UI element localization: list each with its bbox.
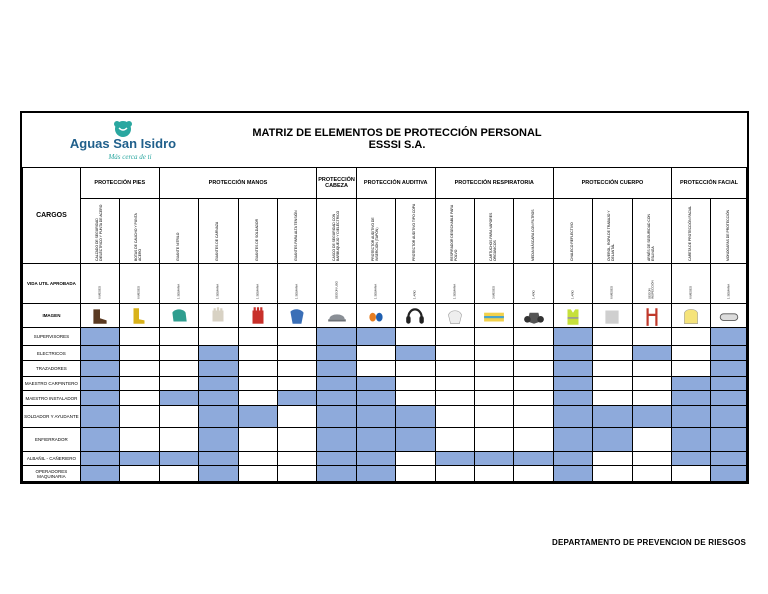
requirement-cell [553,452,592,466]
item-name: CHALECO REFLECTIVO [570,222,575,261]
requirement-cell [593,377,632,391]
item-image-cell [475,304,514,328]
requirement-cell [317,346,356,361]
requirement-cell [317,466,356,482]
requirement-cell [435,406,474,428]
requirement-cell [159,391,198,406]
requirement-cell [396,406,435,428]
item-name-cell [356,199,395,264]
requirement-cell [514,361,553,377]
item-image-cell [317,304,356,328]
vida-util-cell [593,264,632,304]
title-line-2: ESSSI S.A. [368,139,426,151]
imagen-label: IMAGEN [23,304,81,328]
item-name: MEDIA MÁSCARA CON FILTROS [530,209,535,261]
role-label: SUPERVISORES [23,328,81,346]
boot-icon [81,306,119,326]
vida-util-value: 6 MESES [688,285,693,299]
requirement-cell [199,377,238,391]
requirement-cell [632,466,671,482]
requirement-cell [514,346,553,361]
vida-util-value: 1 SEMANA [726,283,731,299]
item-name-cell [159,199,198,264]
requirement-cell [120,328,159,346]
vida-util-cell [711,264,747,304]
requirement-cell [199,466,238,482]
requirement-cell [711,428,747,452]
requirement-cell [632,346,671,361]
requirement-cell [593,466,632,482]
requirement-cell [672,406,711,428]
requirement-cell [317,361,356,377]
requirement-cell [632,361,671,377]
requirement-cell [317,377,356,391]
requirement-cell [632,391,671,406]
requirement-cell [159,377,198,391]
vida-util-value: 1 SEMANA [215,283,220,299]
requirement-cell [475,428,514,452]
requirement-cell [80,361,119,377]
item-name-cell [475,199,514,264]
item-image-cell [435,304,474,328]
requirement-cell [238,452,277,466]
requirement-cell [80,391,119,406]
group-header: PROTECCIÓN MANOS [159,168,317,199]
requirement-cell [396,391,435,406]
requirement-cell [514,328,553,346]
requirement-cell [120,428,159,452]
vida-util-cell [435,264,474,304]
dielectric-glove-icon [278,306,316,326]
vida-util-value: 1 AÑO [570,289,575,299]
requirement-cell [475,328,514,346]
requirement-cell [553,466,592,482]
requirement-cell [277,361,316,377]
requirement-cell [238,377,277,391]
department-footer: DEPARTAMENTO DE PREVENCION DE RIESGOS [552,538,747,547]
requirement-cell [80,466,119,482]
requirement-cell [475,391,514,406]
vida-util-cell [672,264,711,304]
requirement-cell [120,466,159,482]
half-mask-icon [514,306,552,326]
item-name: CALZADO DE SEGURIDAD DIELÉCTRICO Y PUNTA DE ACERO [95,204,104,261]
item-name: GUANTES PARA ALTA TENSIÓN [294,210,299,261]
requirement-cell [317,328,356,346]
item-name-cell [80,199,119,264]
requirement-cell [553,406,592,428]
role-row [23,328,747,346]
requirement-cell [356,406,395,428]
vida-util-cell [553,264,592,304]
requirement-cell [80,428,119,452]
welder-glove-icon [239,306,277,326]
requirement-cell [475,452,514,466]
rubber-boot-icon [120,306,158,326]
requirement-cell [356,391,395,406]
group-row [23,168,747,199]
item-name: CARETA DE PROTECCIÓN FACIAL [688,205,693,261]
requirement-cell [277,406,316,428]
requirement-cell [711,466,747,482]
vida-util-value: 1 AÑO [412,289,417,299]
requirement-cell [672,466,711,482]
requirement-cell [199,452,238,466]
requirement-cell [356,361,395,377]
vida-util-value: 1 SEMANA [255,283,259,299]
requirement-cell [80,328,119,346]
requirement-cell [277,377,316,391]
item-name: OVEROL, ROPA DE TRABAJO Y DELANTAL [607,210,616,261]
requirement-cell [672,428,711,452]
role-label: ENFIERRADOR [23,428,81,452]
item-name: BOTAS DE CAUCHO Y PUNTA ACERO [134,213,143,261]
requirement-cell [80,452,119,466]
goggles-icon [711,306,746,326]
requirement-cell [356,377,395,391]
vida-util-cell [238,264,277,304]
role-label: OPERADORES MAQUINARIA [23,466,81,482]
requirement-cell [80,346,119,361]
role-row [23,361,747,377]
vida-util-label: VIDA UTIL APROBADA [23,264,81,304]
item-name: PROTECTOR AUDITIVO TIPO COPA [412,203,417,261]
requirement-cell [711,406,747,428]
requirement-cell [553,346,592,361]
item-name-cell [514,199,553,264]
vida-util-value: SEGÚN USO [333,280,338,299]
vida-util-value: 6 MESES [609,285,614,299]
requirement-cell [672,377,711,391]
vida-util-value: 6 MESES [136,285,141,299]
item-name-cell [317,199,356,264]
requirement-cell [120,361,159,377]
requirement-cell [593,361,632,377]
requirement-cell [632,328,671,346]
earplug-icon [357,306,395,326]
item-image-cell [238,304,277,328]
requirement-cell [396,361,435,377]
role-label: SOLDADOR Y AYUDANTE [23,406,81,428]
requirement-cell [199,346,238,361]
harness-icon [633,306,671,326]
item-name-cell [120,199,159,264]
requirement-cell [593,328,632,346]
requirement-cell [159,452,198,466]
vida-util-value: 1 AÑO [530,289,535,299]
requirement-cell [159,406,198,428]
item-image-cell [120,304,159,328]
item-name-cell [632,199,671,264]
requirement-cell [514,406,553,428]
vida-util-cell [317,264,356,304]
requirement-cell [435,361,474,377]
requirement-cell [435,377,474,391]
requirement-cell [356,452,395,466]
requirement-cell [711,328,747,346]
requirement-cell [672,346,711,361]
requirement-cell [120,406,159,428]
requirement-cell [317,391,356,406]
item-image-cell [593,304,632,328]
vida-util-cell [475,264,514,304]
item-image-cell [356,304,395,328]
item-name-cell [435,199,474,264]
requirement-cell [435,391,474,406]
group-header: PROTECCIÓN PIES [80,168,159,199]
requirement-cell [159,466,198,482]
requirement-cell [514,466,553,482]
requirement-cell [711,391,747,406]
title-line-1: MATRIZ DE ELEMENTOS DE PROTECCIÓN PERSONAL [252,127,542,139]
requirement-cell [593,452,632,466]
requirement-cell [277,452,316,466]
requirement-cell [475,346,514,361]
requirement-cell [80,406,119,428]
item-name: RESPIRADOR DESECHABLE PARA POLVO [450,205,458,261]
requirement-cell [199,391,238,406]
vida-util-value: 3 MESES [491,285,496,299]
nitrile-glove-icon [160,306,198,326]
ppe-grid [22,167,747,482]
requirement-cell [711,377,747,391]
requirement-cell [553,377,592,391]
ppe-table [22,167,747,482]
item-image-cell [277,304,316,328]
cartridge-icon [475,306,513,326]
requirement-cell [672,328,711,346]
requirement-cell [277,346,316,361]
item-name: ARNÉS DE SEGURIDAD CON ESLINGA [647,214,655,261]
requirement-cell [120,346,159,361]
vida-util-value: 1 SEMANA [452,283,457,299]
vida-util-cell [356,264,395,304]
requirement-cell [396,452,435,466]
requirement-cell [120,452,159,466]
role-label: ELECTRICOS [23,346,81,361]
requirement-cell [356,328,395,346]
item-name: GUANTES DE SOLDADOR [254,218,259,261]
requirement-cell [159,361,198,377]
group-header: PROTECCIÓN RESPIRATORIA [435,168,553,199]
requirement-cell [199,406,238,428]
requirement-cell [238,391,277,406]
group-header: PROTECCIÓN CABEZA [317,168,356,199]
group-header: PROTECCIÓN CUERPO [553,168,671,199]
item-image-cell [396,304,435,328]
requirement-cell [159,346,198,361]
requirement-cell [632,406,671,428]
requirement-cell [593,406,632,428]
requirement-cell [514,428,553,452]
vida-util-value: 6 MESES [97,285,102,299]
requirement-cell [199,328,238,346]
item-image-cell [80,304,119,328]
company-logo [58,119,188,163]
requirement-cell [396,428,435,452]
cargos-header: CARGOS [23,168,81,264]
requirement-cell [593,391,632,406]
requirement-cell [238,406,277,428]
item-name-row [23,199,747,264]
requirement-cell [238,428,277,452]
group-header: PROTECCIÓN FACIAL [672,168,747,199]
item-image-cell [553,304,592,328]
requirement-cell [514,391,553,406]
requirement-cell [672,452,711,466]
requirement-cell [475,466,514,482]
requirement-cell [159,428,198,452]
item-name-cell [593,199,632,264]
item-name-cell [396,199,435,264]
requirement-cell [199,361,238,377]
vida-util-value: 1 SEMANA [373,283,378,299]
svg-text:Aguas San Isidro: Aguas San Isidro [69,136,177,151]
requirement-cell [435,452,474,466]
item-name: GUANTES DE CARNAZA [215,221,220,261]
item-name: MONOGAFAS DE PROTECCIÓN [725,209,730,261]
vida-util-value: 1 SEMANA [294,283,299,299]
vest-icon [554,306,592,326]
role-label: MAESTRO CARPINTERO [23,377,81,391]
requirement-cell [593,428,632,452]
role-row [23,452,747,466]
requirement-cell [317,452,356,466]
item-name-cell [199,199,238,264]
requirement-cell [120,391,159,406]
requirement-cell [396,328,435,346]
requirement-cell [238,361,277,377]
svg-text:Más cerca de ti: Más cerca de ti [108,153,152,161]
vida-util-cell [277,264,316,304]
requirement-cell [159,328,198,346]
requirement-cell [711,452,747,466]
requirement-cell [435,466,474,482]
requirement-cell [435,428,474,452]
role-label: ALBAÑIL - CAÑERIERO [23,452,81,466]
requirement-cell [475,361,514,377]
requirement-cell [435,328,474,346]
item-name: CARTUCHOS PARA VAPORES ORGÁNICOS [489,212,498,261]
requirement-cell [553,328,592,346]
dust-mask-icon [436,306,474,326]
helmet-icon [317,306,355,326]
item-name-cell [553,199,592,264]
document-title [252,127,542,151]
role-label: TRAZADORES [23,361,81,377]
sheet-header [22,113,747,168]
role-row [23,428,747,452]
item-name: PROTECTOR AUDITIVO DE INSERCIÓN (TAPÓN) [371,217,379,261]
role-row [23,406,747,428]
face-shield-icon [672,306,710,326]
requirement-cell [711,346,747,361]
role-row [23,391,747,406]
item-image-cell [632,304,671,328]
image-row [23,304,747,328]
requirement-cell [396,346,435,361]
requirement-cell [514,377,553,391]
requirement-cell [317,406,356,428]
requirement-cell [80,377,119,391]
vida-util-value: 1 SEMANA [176,283,181,299]
requirement-cell [593,346,632,361]
vida-util-cell [120,264,159,304]
vida-util-cell [514,264,553,304]
item-name-cell [277,199,316,264]
requirement-cell [396,466,435,482]
requirement-cell [711,361,747,377]
requirement-cell [356,346,395,361]
item-image-cell [711,304,747,328]
item-name-cell [238,199,277,264]
requirement-cell [356,428,395,452]
vida-util-cell [396,264,435,304]
requirement-cell [317,428,356,452]
role-row [23,346,747,361]
requirement-cell [553,361,592,377]
requirement-cell [238,328,277,346]
item-name-cell [672,199,711,264]
vida-util-row [23,264,747,304]
item-image-cell [514,304,553,328]
requirement-cell [277,428,316,452]
requirement-cell [277,391,316,406]
requirement-cell [632,428,671,452]
requirement-cell [356,466,395,482]
vida-util-cell [80,264,119,304]
requirement-cell [553,391,592,406]
item-name-cell [711,199,747,264]
vida-util-value: SEGÚN INSPECCIÓN [647,279,655,299]
requirement-cell [238,466,277,482]
vida-util-cell [632,264,671,304]
item-image-cell [672,304,711,328]
requirement-cell [672,391,711,406]
requirement-cell [475,406,514,428]
vida-util-cell [159,264,198,304]
role-label: MAESTRO INSTALADOR [23,391,81,406]
workwear-icon [593,306,631,326]
group-header: PROTECCIÓN AUDITIVA [356,168,435,199]
role-row [23,377,747,391]
requirement-cell [475,377,514,391]
ppe-matrix-sheet [20,111,749,484]
requirement-cell [238,346,277,361]
requirement-cell [277,328,316,346]
role-row [23,466,747,482]
earmuff-icon [396,306,434,326]
requirement-cell [199,428,238,452]
leather-glove-icon [199,306,237,326]
item-image-cell [159,304,198,328]
requirement-cell [277,466,316,482]
requirement-cell [672,361,711,377]
requirement-cell [514,452,553,466]
requirement-cell [632,452,671,466]
item-name: CASCO DE SEGURIDAD CON BARBUQUEJO Y DIELÉCTRICO [331,210,340,261]
item-name: GUANTE NITRILO [175,232,180,261]
requirement-cell [120,377,159,391]
requirement-cell [396,377,435,391]
requirement-cell [435,346,474,361]
requirement-cell [632,377,671,391]
vida-util-cell [199,264,238,304]
requirement-cell [553,428,592,452]
item-image-cell [199,304,238,328]
